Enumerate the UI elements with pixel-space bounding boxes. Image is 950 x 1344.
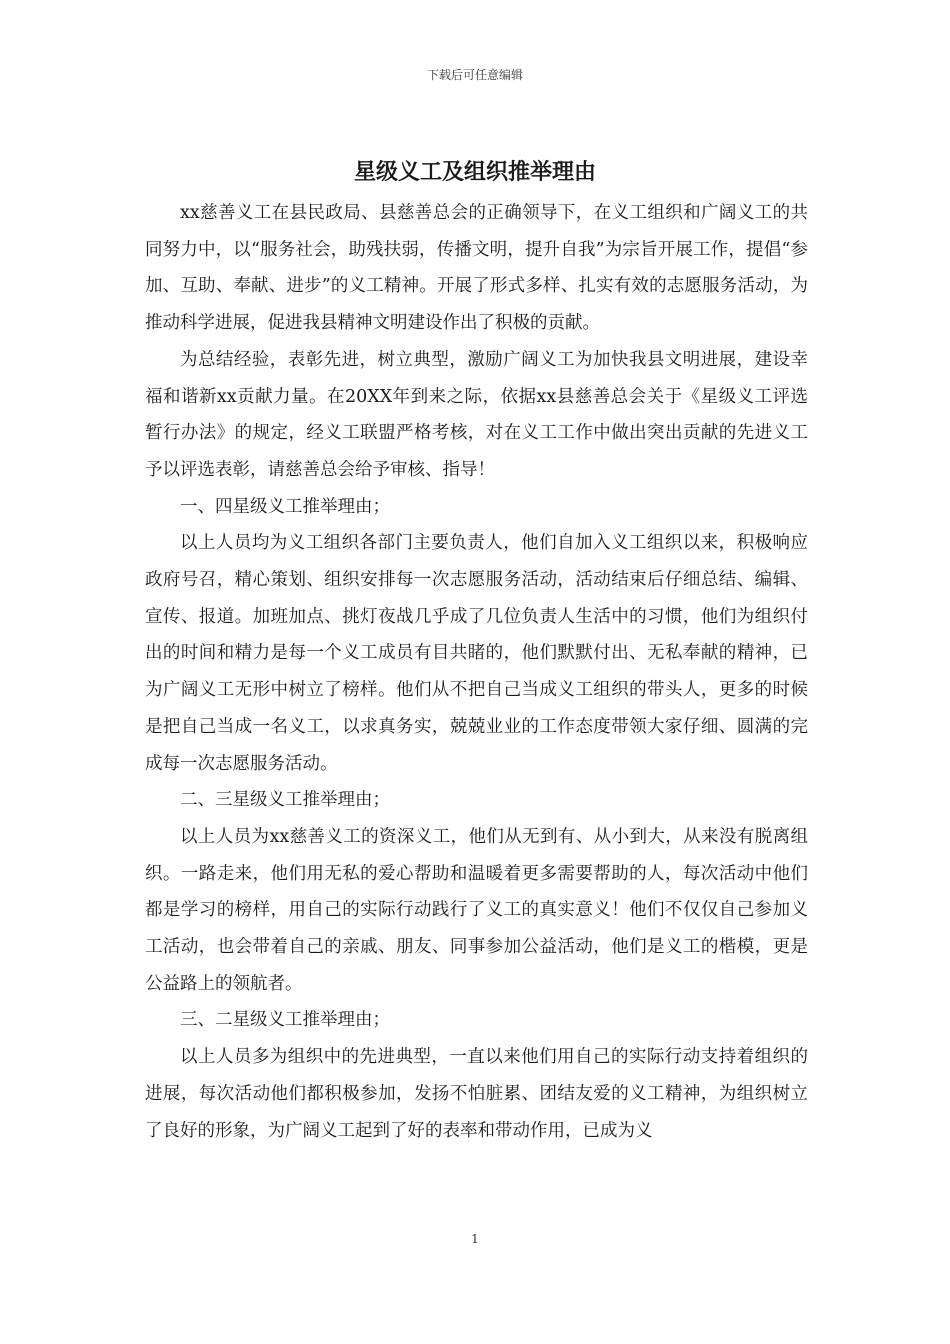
- intro-paragraph: xx慈善义工在县民政局、县慈善总会的正确领导下，在义工组织和广阔义工的共同努力中，以“服务社会，助残扶弱，传播文明，提升自我”为宗旨开展工作，提倡“参加、互助、奉献、进步”的义工精神。开展了形式多样、扎实有效的志愿服务活动，为推动科学进展，促进我县精神文明建设作出了积极的贡献。: [145, 203, 808, 334]
- section-heading-three-star: 二、三星级义工推举理由；: [180, 790, 390, 811]
- three-star-reason-paragraph: 以上人员为xx慈善义工的资深义工，他们从无到有、从小到大，从来没有脱离组织。一路走来，他们用无私的爱心帮助和温暖着更多需要帮助的人，每次活动中他们都是学习的榜样，用自己的实际行动践行了义工的真实意义！他们不仅仅自己参加义工活动，也会带着自己的亲戚、朋友、同事参加公益活动，他们是义工的楷模，更是公益路上的领航者。: [145, 826, 808, 994]
- purpose-paragraph: 为总结经验，表彰先进，树立典型，激励广阔义工为加快我县文明进展，建设幸福和谐新xx贡献力量。在20XX年到来之际，依据xx县慈善总会关于《星级义工评选暂行办法》的规定，经义工联盟严格考核，对在义工工作中做出突出贡献的先进义工予以评选表彰，请慈善总会给予审核、指导！: [145, 349, 808, 480]
- page-number: 1: [471, 1232, 479, 1246]
- document-title: 星级义工及组织推举理由: [353, 159, 596, 185]
- document-body: [145, 195, 808, 1149]
- header-note: 下载后可任意编辑: [426, 68, 523, 82]
- section-heading-four-star: 一、四星级义工推举理由；: [180, 496, 390, 517]
- two-star-reason-paragraph: 以上人员多为组织中的先进典型，一直以来他们用自己的实际行动支持着组织的进展，每次活动他们都积极参加，发扬不怕脏累、团结友爱的义工精神，为组织树立了良好的形象，为广阔义工起到了好的表率和带动作用，已成为义: [145, 1047, 808, 1141]
- four-star-reason-paragraph: 以上人员均为义工组织各部门主要负责人，他们自加入义工组织以来，积极响应政府号召，精心策划、组织安排每一次志愿服务活动，活动结束后仔细总结、编辑、宣传、报道。加班加点、挑灯夜战几乎成了几位负责人生活中的习惯，他们为组织付出的时间和精力是每一个义工成员有目共睹的，他们默默付出、无私奉献的精神，已为广阔义工无形中树立了榜样。他们从不把自己当成义工组织的带头人，更多的时候是把自己当成一名义工，以求真务实，兢兢业业的工作态度带领大家仔细、圆满的完成每一次志愿服务活动。: [145, 533, 808, 774]
- section-heading-two-star: 三、二星级义工推举理由；: [180, 1010, 390, 1031]
